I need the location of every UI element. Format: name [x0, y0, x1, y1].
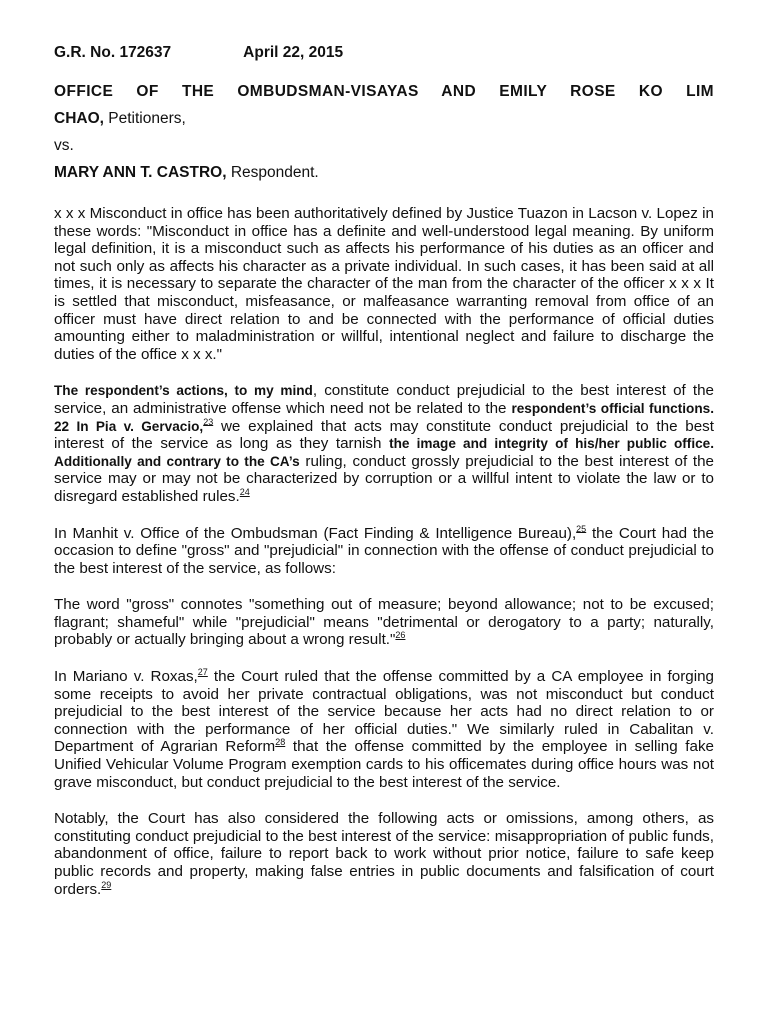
footnote-ref-23[interactable]: 23	[203, 416, 214, 427]
footnote-ref-28[interactable]: 28	[275, 737, 286, 748]
respondent-role: Respondent.	[226, 164, 319, 181]
text-run: we explained that acts may constitute conduct prejudicial to the best interest of the service as long as they tarnish	[54, 417, 714, 453]
petitioner-name-end: CHAO,	[54, 110, 104, 127]
petitioners-line-2	[54, 105, 714, 132]
paragraph-respondent-actions	[54, 382, 714, 505]
paragraph-manhit	[54, 525, 714, 578]
text-run: the Court ruled that the offense committed by a CA employee in forging some receipts to avoid her private contractual obligations, was not misconduct but conduct prejudicial to the best interest of the service because her acts had no direct relation to or connection with the performance of her official duties." We similarly ruled in Cabalitan v. Department of Agrarian Reform	[54, 668, 714, 756]
paragraph-misconduct-definition: x x x Misconduct in office has been authoritatively defined by Justice Tuazon in Lacson v. Lopez in these words: "Misconduct in office has a definite and well-understood legal meaning. By uniform legal definition, it is a misconduct such as affects his performance of his duties as an officer and not such only as affects his character as a private individual. In such cases, it has been said at all times, it is necessary to separate the character of the man from the character of the officer x x x It is settled that misconduct, misfeasance, or malfeasance warranting removal from office of an officer must have direct relation to and be connected with the performance of official duties amounting either to maladministration or willful, intentional neglect and failure to discharge the duties of the office x x x."	[54, 205, 714, 363]
paragraph-gross-definition	[54, 596, 714, 649]
versus-label: vs.	[54, 137, 74, 154]
case-number: G.R. No. 172637	[54, 44, 172, 61]
bold-phrase-actions: The respondent’s actions, to my mind	[54, 383, 313, 399]
respondent-line	[54, 159, 714, 186]
decision-date: April 22, 2015	[243, 44, 344, 61]
text-run: the Court had the occasion to define "gross" and "prejudicial" in connection with the offense of conduct prejudicial to the best interest of the service, as follows:	[54, 524, 714, 577]
text-run: that the offense committed by the employee in selling fake Unified Vehicular Volume Program exemption cards to his officemates during office hours was not grave misconduct, but conduct prejudicial to the best interest of the service.	[54, 738, 714, 791]
text-run: , constitute conduct prejudicial to the best interest of the service, an administrative offense which need not be related to the	[54, 382, 714, 417]
text-run: In Manhit v. Office of the Ombudsman (Fact Finding & Intelligence Bureau),	[54, 524, 577, 542]
case-parties	[54, 78, 714, 186]
footnote-ref-26[interactable]: 26	[395, 630, 406, 641]
bold-phrase-functions: respondent’s official functions. 22 In Pia v. Gervacio,	[54, 400, 714, 434]
text-run: The word "gross" connotes "something out of measure; beyond allowance; not to be excused; flagrant; shameful" while "prejudicial" means "detrimental or derogatory to a party; naturally, probably or actually bringing about a wrong result."	[54, 596, 714, 649]
petitioners-line: OFFICE OF THE OMBUDSMAN-VISAYAS AND EMILY ROSE KO LIM	[54, 83, 714, 100]
respondent-name: MARY ANN T. CASTRO,	[54, 164, 227, 181]
footnote-ref-29[interactable]: 29	[101, 879, 112, 890]
footnote-ref-24[interactable]: 24	[239, 486, 250, 497]
footnote-ref-27[interactable]: 27	[197, 667, 208, 677]
bold-phrase-image: the image and integrity of his/her public office. Additionally and contrary to the CA’s	[54, 436, 714, 469]
petitioners-role: Petitioners,	[103, 110, 186, 127]
text-run: ruling, conduct grossly prejudicial to the best interest of the service may or may not be characterized by corruption or a willful intent to violate the law or to disregard established rules.	[54, 452, 715, 505]
footnote-ref-25[interactable]: 25	[576, 523, 587, 534]
paragraph-mariano	[54, 668, 714, 791]
case-header	[54, 44, 714, 62]
text-run: In Mariano v. Roxas,	[54, 668, 198, 686]
text-run: Notably, the Court has also considered the following acts or omissions, among others, as constituting conduct prejudicial to the best interest of the service: misappropriation of public funds, abandonment of office, failure to report back to work without prior notice, failure to safe keep public records and property, making false entries in public documents and falsification of court orders.	[54, 810, 714, 898]
paragraph-notably	[54, 810, 714, 898]
